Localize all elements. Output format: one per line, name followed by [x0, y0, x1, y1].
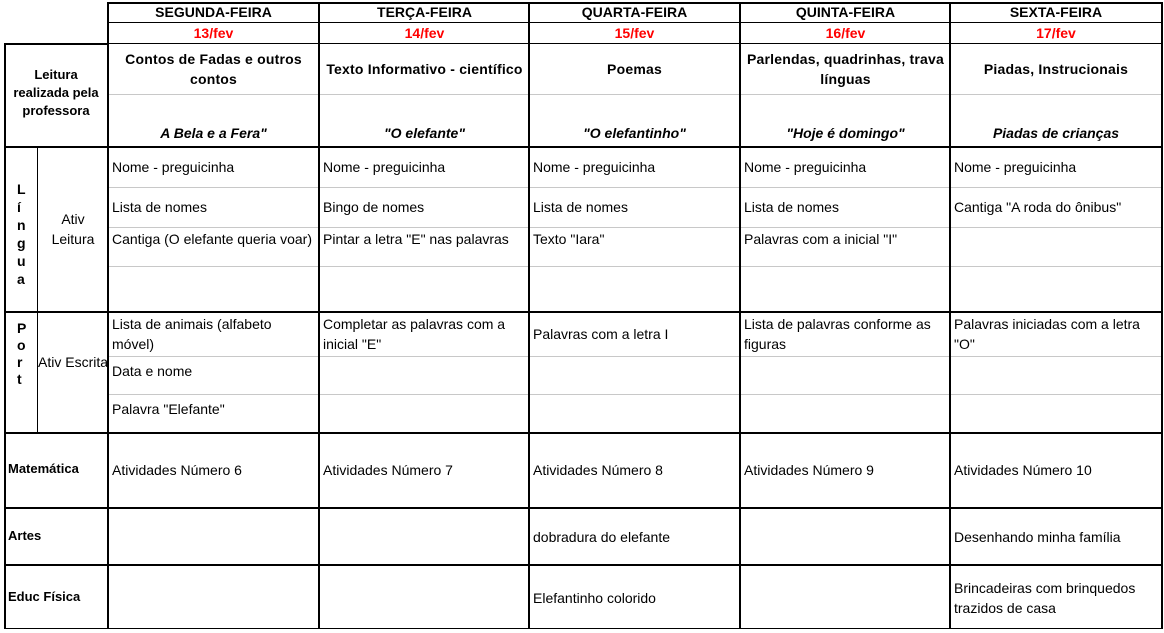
- ativ-leitura-label: Ativ Leitura: [51, 211, 95, 247]
- grid-line: [108, 94, 1162, 95]
- educ-fisica-label: Educ Física: [8, 589, 81, 604]
- day-header: QUARTA-FEIRA: [581, 4, 688, 20]
- day-date: 17/fev: [1036, 25, 1076, 41]
- lingua-port-letter: u: [17, 253, 26, 269]
- matematica-label: Matemática: [8, 461, 79, 476]
- leitura-activity: Cantiga "A roda do ônibus": [954, 199, 1122, 215]
- day-date: 14/fev: [404, 25, 445, 41]
- escrita-activity: Completar as palavras com a inicial "E": [323, 316, 506, 352]
- artes-label: Artes: [8, 528, 42, 543]
- lingua-port-letter: í: [17, 199, 21, 215]
- day-header: QUINTA-FEIRA: [795, 4, 896, 20]
- leitura-activity: Texto "Iara": [533, 231, 605, 247]
- leitura-activity: Lista de nomes: [533, 199, 628, 215]
- grid-line: [108, 187, 1162, 188]
- leitura-activity: Bingo de nomes: [323, 199, 425, 215]
- lingua-port-letter: L: [17, 181, 26, 197]
- escrita-activity: Data e nome: [112, 363, 193, 379]
- leitura-activity: Palavras com a inicial "I": [744, 231, 898, 247]
- grid-line: [108, 266, 1162, 267]
- leitura-activity: Lista de nomes: [744, 199, 839, 215]
- leitura-activity: Nome - preguicinha: [954, 159, 1077, 175]
- leitura-activity: Pintar a letra "E" nas palavras: [323, 231, 509, 247]
- matematica-activity: Atividades Número 6: [112, 462, 242, 478]
- grid-line: [4, 43, 108, 45]
- leitura-activity: Nome - preguicinha: [533, 159, 656, 175]
- grid-line: [4, 628, 1162, 629]
- artes-activity: dobradura do elefante: [533, 529, 670, 545]
- book-title: "O elefante": [384, 125, 465, 141]
- reading-title: Contos de Fadas e outros contos: [125, 51, 302, 87]
- grid-line: [1161, 2, 1163, 629]
- leitura-activity: Nome - preguicinha: [323, 159, 446, 175]
- grid-line: [4, 507, 1162, 509]
- day-date: 15/fev: [614, 25, 655, 41]
- lingua-port-letter: n: [17, 217, 26, 233]
- educ-activity: Brincadeiras com brinquedos trazidos de casa: [954, 580, 1136, 616]
- escrita-activity: Lista de palavras conforme as figuras: [744, 316, 931, 352]
- lingua-port-letter: g: [17, 235, 26, 251]
- escrita-activity: Lista de animais (alfabeto móvel): [112, 316, 272, 352]
- escrita-activity: Palavra "Elefante": [112, 401, 225, 417]
- grid-line: [108, 43, 1162, 44]
- grid-line: [528, 2, 530, 629]
- matematica-activity: Atividades Número 7: [323, 462, 453, 478]
- book-title: A Bela e a Fera": [160, 125, 267, 141]
- grid-line: [318, 2, 320, 629]
- matematica-activity: Atividades Número 10: [954, 462, 1092, 478]
- lingua-port-letter: t: [17, 371, 22, 387]
- day-date: 13/fev: [193, 25, 234, 41]
- reading-title: Piadas, Instrucionais: [983, 61, 1129, 77]
- grid-line: [108, 227, 1162, 228]
- grid-line: [4, 432, 1162, 434]
- book-title: "O elefantinho": [583, 125, 686, 141]
- matematica-activity: Atividades Número 9: [744, 462, 874, 478]
- lingua-port-letter: o: [17, 337, 26, 353]
- lingua-port-letter: P: [17, 320, 27, 336]
- grid-line: [108, 22, 1162, 23]
- book-title: "Hoje é domingo": [786, 125, 905, 141]
- reading-title: Texto Informativo - científico: [326, 61, 523, 77]
- lingua-port-letter: r: [17, 354, 23, 370]
- reading-title: Poemas: [607, 61, 662, 77]
- leitura-activity: Lista de nomes: [112, 199, 207, 215]
- lingua-port-letter: a: [17, 271, 25, 287]
- day-date: 16/fev: [825, 25, 866, 41]
- reading-title: Parlendas, quadrinhas, trava línguas: [746, 51, 944, 87]
- matematica-activity: Atividades Número 8: [533, 462, 663, 478]
- grid-line: [4, 311, 1162, 313]
- grid-line: [108, 356, 1162, 357]
- grid-line: [108, 394, 1162, 395]
- leitura-prof-label: Leitura realizada pela professora: [13, 67, 99, 118]
- grid-line: [37, 146, 38, 433]
- grid-line: [949, 2, 951, 629]
- artes-activity: Desenhando minha família: [954, 529, 1121, 545]
- day-header: SEGUNDA-FEIRA: [155, 4, 272, 20]
- grid-line: [108, 2, 1162, 4]
- leitura-activity: Nome - preguicinha: [744, 159, 867, 175]
- leitura-activity: Nome - preguicinha: [112, 159, 235, 175]
- escrita-activity: Palavras iniciadas com a letra "O": [954, 316, 1140, 352]
- educ-activity: Elefantinho colorido: [533, 590, 656, 606]
- grid-line: [4, 146, 1162, 148]
- book-title: Piadas de crianças: [992, 125, 1120, 141]
- grid-line: [4, 564, 1162, 566]
- grid-line: [739, 2, 741, 629]
- ativ-escrita-label: Ativ Escrita: [38, 354, 109, 370]
- day-header: SEXTA-FEIRA: [1009, 4, 1103, 20]
- escrita-activity: Palavras com a letra I: [533, 326, 669, 342]
- leitura-activity: Cantiga (O elefante queria voar): [112, 231, 312, 247]
- day-header: TERÇA-FEIRA: [377, 4, 472, 20]
